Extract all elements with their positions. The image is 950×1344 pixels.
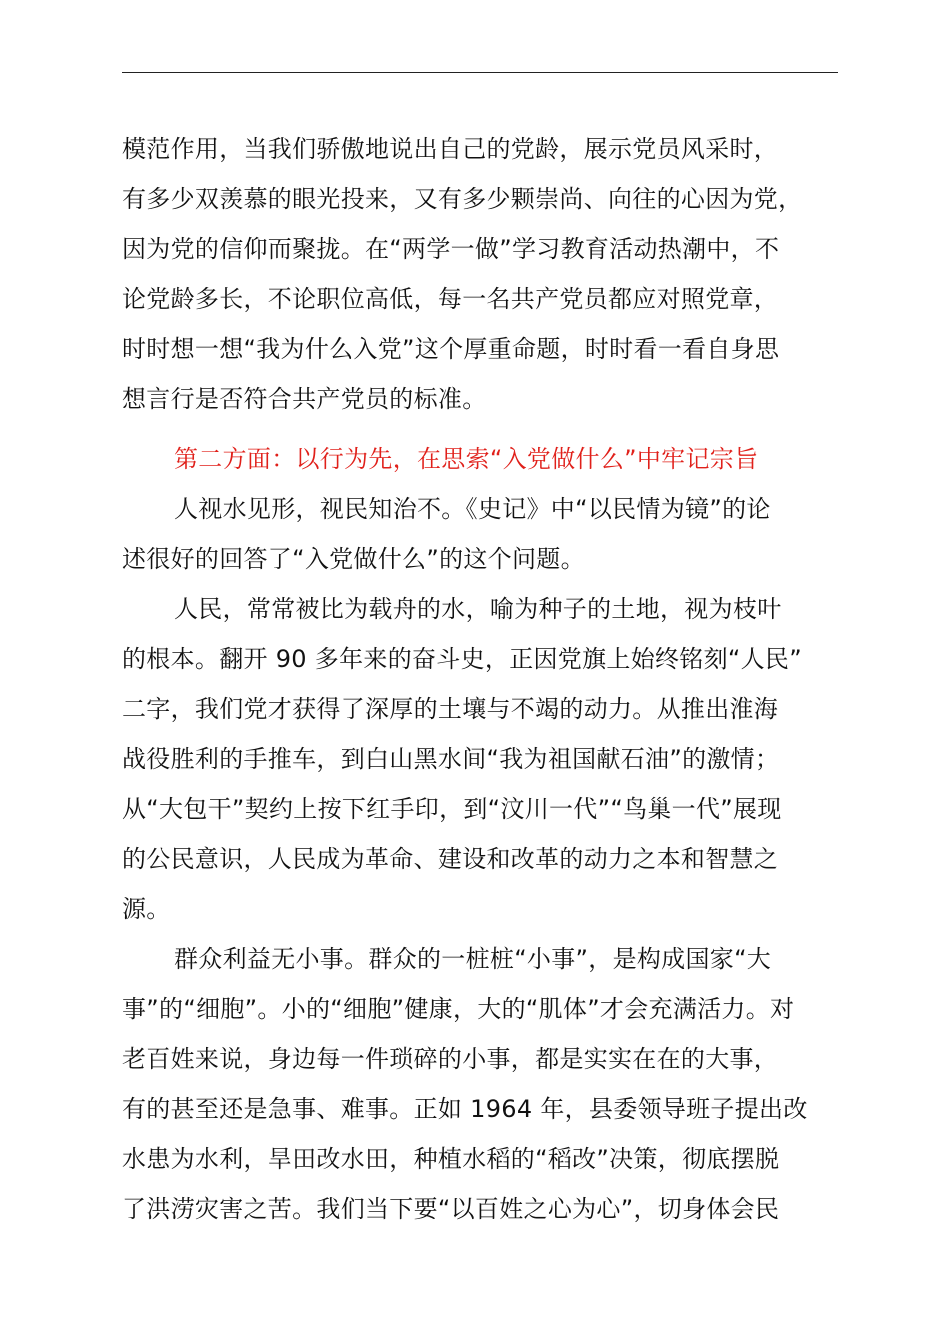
text-line: 群众利益无小事。群众的一桩桩“小事”，是构成国家“大 — [174, 945, 772, 973]
text-line: 从“大包干”契约上按下红手印，到“汶川一代”“鸟巢一代”展现 — [122, 795, 782, 823]
text-line: 想言行是否符合共产党员的标准。 — [122, 385, 487, 413]
paragraph-2 — [122, 484, 862, 584]
text-line: 二字，我们党才获得了深厚的土壤与不竭的动力。从推出淮海 — [122, 695, 779, 723]
text-line: 有多少双羡慕的眼光投来，又有多少颗崇尚、向往的心因为党， — [122, 185, 803, 213]
section-heading: 第二方面：以行为先，在思索“入党做什么”中牢记宗旨 — [174, 445, 759, 473]
text-line: 模范作用，当我们骄傲地说出自己的党龄，展示党员风采时， — [122, 135, 779, 163]
text-line: 了洪涝灾害之苦。我们当下要“以百姓之心为心”，切身体会民 — [122, 1195, 780, 1223]
text-line: 人民，常常被比为载舟的水，喻为种子的土地，视为枝叶 — [174, 595, 782, 623]
text-line: 因为党的信仰而聚拢。在“两学一做”学习教育活动热潮中，不 — [122, 235, 780, 263]
text-line: 的根本。翻开 90 多年来的奋斗史，正因党旗上始终铭刻“人民” — [122, 645, 802, 673]
document-body — [122, 124, 862, 1234]
paragraph-1 — [122, 124, 862, 424]
text-line: 述很好的回答了“入党做什么”的这个问题。 — [122, 545, 585, 573]
text-line: 水患为水利，旱田改水田，种植水稻的“稻改”决策，彻底摆脱 — [122, 1145, 780, 1173]
text-line: 人视水见形，视民知治不。《史记》中“以民情为镜”的论 — [174, 495, 771, 523]
text-line: 战役胜利的手推车，到白山黑水间“我为祖国献石油”的激情； — [122, 745, 780, 773]
text-line: 有的甚至还是急事、难事。正如 1964 年，县委领导班子提出改 — [122, 1095, 808, 1123]
paragraph-3 — [122, 584, 862, 934]
text-line: 老百姓来说，身边每一件琐碎的小事，都是实实在在的大事， — [122, 1045, 779, 1073]
text-line: 事”的“细胞”。小的“细胞”健康，大的“肌体”才会充满活力。对 — [122, 995, 795, 1023]
text-line: 论党龄多长，不论职位高低，每一名共产党员都应对照党章， — [122, 285, 779, 313]
header-rule — [122, 72, 838, 73]
text-line: 源。 — [122, 895, 171, 923]
text-line: 的公民意识，人民成为革命、建设和改革的动力之本和智慧之 — [122, 845, 779, 873]
text-line: 时时想一想“我为什么入党”这个厚重命题，时时看一看自身思 — [122, 335, 780, 363]
paragraph-4 — [122, 934, 862, 1234]
